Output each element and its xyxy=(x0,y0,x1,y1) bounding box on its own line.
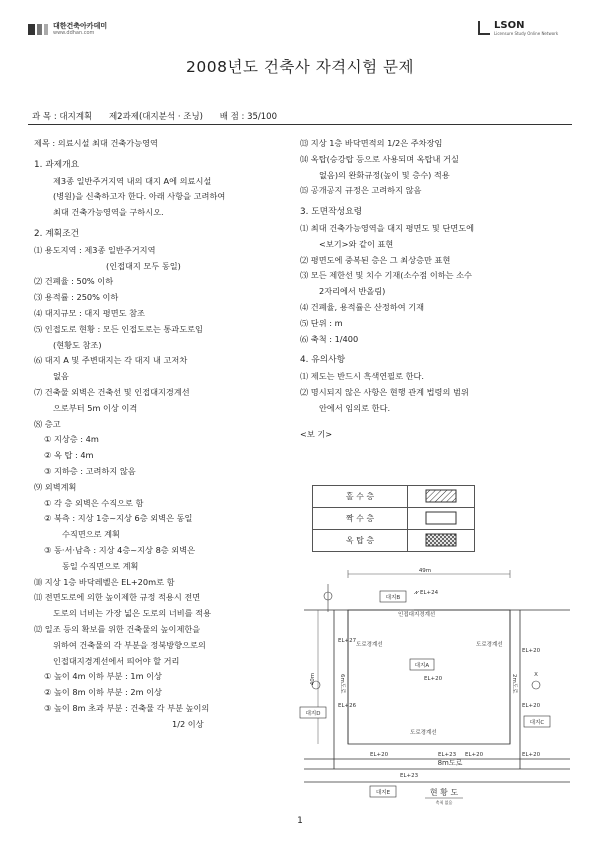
lot-b-label: 대지B xyxy=(385,595,401,601)
dim-top-label: 49m xyxy=(418,568,432,574)
draw-2: ⑵ 평면도에 중복된 층은 그 최상층만 표현 xyxy=(300,254,451,265)
legend-swatch-odd xyxy=(408,486,475,508)
plan-caption: 현 황 도 xyxy=(429,788,459,797)
legend-row-rooftop xyxy=(313,530,475,552)
cond-6: ⑹ 대지 A 및 주변대지는 각 대지 내 고저차 xyxy=(34,355,188,366)
cond-9-3-cont: 동일 수직면으로 계획 xyxy=(62,560,139,571)
logo-url: www.ddhan.com xyxy=(53,30,95,36)
meta-task: 제2과제(대지분석 · 조닝) xyxy=(108,112,203,122)
logo-name: 대한건축아카데미 xyxy=(53,22,108,30)
road-boundary-left-label: 도로경계선 xyxy=(356,642,383,648)
lot-c-label: 대지C xyxy=(529,720,545,726)
cond-12-cont-2: 인접대지경계선에서 띄어야 할 거리 xyxy=(53,655,180,666)
lson-subtitle: Licensure Study Online Network xyxy=(494,31,559,36)
el-23-b-label: EL+23 xyxy=(400,773,419,779)
blank-swatch-icon xyxy=(425,511,457,525)
cond-11: ⑾ 전면도로에 의한 높이제한 규정 적용시 전면 xyxy=(34,592,201,603)
legend-swatch-rooftop xyxy=(408,530,475,552)
meta-subject: 과 목 : 대지계획 xyxy=(32,112,93,122)
el-20-b-label: EL+20 xyxy=(522,648,541,654)
cond-13: ⒀ 지상 1층 바닥면적의 1/2은 주차장임 xyxy=(300,138,443,148)
cond-4: ⑷ 대지규모 : 대지 평면도 참조 xyxy=(34,307,145,318)
cond-12-cont-1: 위하여 건축물의 각 부분을 정북방향으로의 xyxy=(53,639,206,650)
bolt-mark-icon xyxy=(414,591,419,594)
el-24-label: EL+24 xyxy=(420,590,439,596)
topic: 제목 : 의료시설 최대 건축가능영역 xyxy=(34,138,158,148)
site-plan-drawing xyxy=(290,564,580,814)
overview-line-3: 최대 건축가능영역을 구하시오. xyxy=(53,207,164,218)
cond-12-1: ① 높이 4m 이하 부분 : 1m 이상 xyxy=(44,671,162,682)
legend-row-even xyxy=(313,508,475,530)
header-logo-daehan xyxy=(28,22,107,36)
cond-7: ⑺ 건축물 외벽은 건축선 및 인접대지경계선 xyxy=(34,386,190,397)
cond-5-cont: (현황도 참조) xyxy=(53,339,102,350)
note-2-cont: 안에서 임의로 한다. xyxy=(319,402,391,413)
lson-name: LSON xyxy=(494,20,525,31)
cond-5: ⑸ 인접도로 현황 : 모든 인접도로는 통과도로임 xyxy=(34,323,203,334)
el-20-e-label: EL+20 xyxy=(465,752,484,758)
crosshatch-swatch-icon xyxy=(425,533,457,547)
cond-3: ⑶ 용적률 : 250% 이하 xyxy=(34,292,119,303)
cond-8-1: ① 지상층 : 4m xyxy=(44,434,99,445)
cond-15: ⒂ 공개공지 규정은 고려하지 않음 xyxy=(300,185,422,196)
el-20-a-label: EL+20 xyxy=(424,676,443,682)
road-left-label: 6m도로 xyxy=(339,674,345,694)
section-1-title: 1. 과제개요 xyxy=(34,159,80,170)
cond-9-3: ③ 동·서·남측 : 지상 4층~지상 8층 외벽은 xyxy=(44,544,196,555)
section-3-title: 3. 도면작성요령 xyxy=(300,207,363,218)
draw-4: ⑷ 건폐율, 용적률은 산정하여 기재 xyxy=(300,301,425,312)
logo-mark-icon xyxy=(28,24,48,35)
el-26-label: EL+26 xyxy=(338,703,357,709)
draw-3: ⑶ 모든 제한선 및 치수 기재(소수점 이하는 소수 xyxy=(300,270,472,281)
overview-line-2: (병원)을 신축하고자 한다. 아래 사항을 고려하여 xyxy=(53,191,226,202)
axis-marker-right-icon xyxy=(532,681,540,689)
legend-label-rooftop: 옥 탑 층 xyxy=(313,530,408,552)
cond-12-2: ② 높이 8m 이하 부분 : 2m 이상 xyxy=(44,687,162,698)
cond-12-3-cont: 1/2 이상 xyxy=(172,718,204,729)
meta-score: 배 점 : 35/100 xyxy=(219,112,277,122)
page-number: 1 xyxy=(297,816,303,826)
right-column xyxy=(300,136,575,442)
cond-9-2: ② 북측 : 지상 1층~지상 6층 외벽은 동일 xyxy=(44,513,193,524)
cond-7-cont: 으로부터 5m 이상 이격 xyxy=(53,402,138,413)
lot-d-label: 대지D xyxy=(305,711,321,717)
cond-9-1: ① 각 층 외벽은 수직으로 함 xyxy=(44,497,144,508)
note-2: ⑵ 명시되지 않은 사항은 현행 관계 법령의 범위 xyxy=(300,386,469,397)
draw-3-cont: 2자리에서 반올림) xyxy=(319,286,386,297)
cond-1: ⑴ 용도지역 : 제3종 일반주거지역 xyxy=(34,244,156,255)
cond-8-3: ③ 지하층 : 고려하지 않음 xyxy=(44,465,136,476)
plan-scale-note: 축척 없음 xyxy=(435,800,453,805)
cond-9-2-cont: 수직면으로 계획 xyxy=(62,529,120,540)
legend-label-even: 짝 수 층 xyxy=(313,508,408,530)
legend-title: <보 기> xyxy=(300,428,333,439)
draw-6: ⑹ 축척 : 1/400 xyxy=(300,333,359,344)
el-23-a-label: EL+23 xyxy=(438,752,457,758)
road-boundary-bottom-label: 도로경계선 xyxy=(410,730,437,736)
left-column xyxy=(34,136,292,732)
cond-12: ⑿ 일조 등의 확보를 위한 건축물의 높이제한을 xyxy=(34,623,201,634)
el-20-d-label: EL+20 xyxy=(370,752,389,758)
road-bottom-label: 8m도로 xyxy=(437,759,463,767)
hatch-swatch-icon xyxy=(425,489,457,503)
cond-14-cont: 없음)의 완화규정(높이 및 층수) 적용 xyxy=(319,169,450,180)
legend-table xyxy=(312,485,475,552)
legend-label-odd: 홀 수 층 xyxy=(313,486,408,508)
road-boundary-right-label: 도로경계선 xyxy=(476,642,503,648)
cond-1-cont: (인접대지 모두 동일) xyxy=(106,260,181,271)
draw-1-cont: <보기>와 같이 표현 xyxy=(319,238,394,249)
cond-8-2: ② 옥 탑 : 4m xyxy=(44,450,94,461)
cond-6-cont: 없음 xyxy=(53,371,69,382)
cond-9: ⑼ 외벽계획 xyxy=(34,481,77,492)
lson-mark-icon xyxy=(478,21,490,35)
exam-meta xyxy=(32,110,291,122)
legend-row-odd xyxy=(313,486,475,508)
legend-swatch-even xyxy=(408,508,475,530)
note-1: ⑴ 제도는 반드시 흑색연필로 한다. xyxy=(300,371,425,382)
lot-a-label: 대지A xyxy=(414,663,430,669)
cond-12-3: ③ 높이 8m 초과 부분 : 건축물 각 부분 높이의 xyxy=(44,702,210,713)
draw-5: ⑸ 단위 : m xyxy=(300,317,343,328)
dim-left-label: 40m xyxy=(310,672,316,686)
lot-e-label: 대지E xyxy=(375,790,391,796)
overview-line-1: 제3종 일반주거지역 내의 대지 A에 의료시설 xyxy=(53,175,212,186)
adjacent-boundary-label: 인접대지경계선 xyxy=(398,612,436,618)
el-20-c-label: EL+20 xyxy=(522,703,541,709)
draw-1: ⑴ 최대 건축가능영역을 대지 평면도 및 단면도에 xyxy=(300,222,475,233)
el-27-label: EL+27 xyxy=(338,638,357,644)
cond-11-cont: 도로의 너비는 가장 넓은 도로의 너비를 적용 xyxy=(53,608,211,619)
section-4-title: 4. 유의사항 xyxy=(300,355,346,366)
section-2-title: 2. 계획조건 xyxy=(34,228,80,239)
header-logo-lson xyxy=(478,20,558,36)
el-20-f-label: EL+20 xyxy=(522,752,541,758)
cond-8: ⑻ 층고 xyxy=(34,418,61,429)
cond-10: ⑽ 지상 1층 바닥레벨은 EL+20m로 함 xyxy=(34,576,175,587)
axis-x-label: X xyxy=(534,672,538,678)
road-right-label: 2m도로 xyxy=(511,674,517,694)
cond-2: ⑵ 건폐율 : 50% 이하 xyxy=(34,276,114,287)
meta-divider xyxy=(28,124,572,125)
cond-14: ⒁ 옥탑(승강탑 등으로 사용되며 옥탑내 거실 xyxy=(300,153,459,164)
exam-title: 2008년도 건축사 자격시험 문제 xyxy=(186,58,414,76)
